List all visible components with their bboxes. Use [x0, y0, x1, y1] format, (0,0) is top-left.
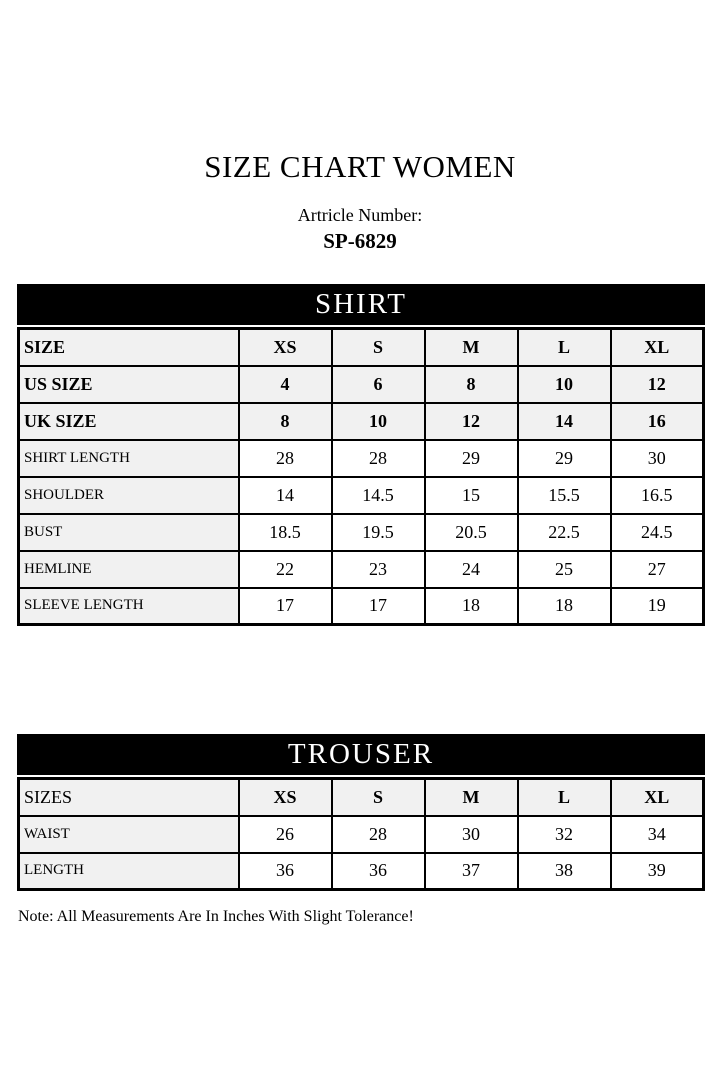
value-cell: 16	[611, 403, 704, 440]
value-cell: 24	[425, 551, 518, 588]
value-cell: 4	[239, 366, 332, 403]
value-cell: 29	[518, 440, 611, 477]
value-cell: XS	[239, 329, 332, 366]
value-cell: 30	[611, 440, 704, 477]
value-cell: 26	[239, 816, 332, 853]
row-label-cell: LENGTH	[19, 853, 239, 890]
value-cell: 28	[239, 440, 332, 477]
value-cell: 37	[425, 853, 518, 890]
measurement-note: Note: All Measurements Are In Inches With Slight Tolerance!	[18, 908, 414, 926]
trouser-size-table-section	[17, 734, 705, 891]
value-cell: 18	[425, 588, 518, 625]
row-label-cell: SHIRT LENGTH	[19, 440, 239, 477]
value-cell: 34	[611, 816, 704, 853]
value-cell: S	[332, 329, 425, 366]
value-cell: 25	[518, 551, 611, 588]
value-cell: 28	[332, 816, 425, 853]
row-label-cell: SIZES	[19, 779, 239, 816]
value-cell: 12	[611, 366, 704, 403]
row-label-cell: UK SIZE	[19, 403, 239, 440]
value-cell: XS	[239, 779, 332, 816]
trouser-size-table	[17, 777, 705, 891]
shirt-table-caption: SHIRT	[17, 284, 705, 325]
article-number-value: SP-6829	[323, 229, 397, 254]
table-row	[19, 588, 704, 625]
shirt-size-table-section	[17, 284, 705, 626]
table-row	[19, 440, 704, 477]
value-cell: M	[425, 779, 518, 816]
table-row	[19, 779, 704, 816]
value-cell: 29	[425, 440, 518, 477]
table-row	[19, 477, 704, 514]
value-cell: 22.5	[518, 514, 611, 551]
value-cell: 36	[332, 853, 425, 890]
value-cell: 16.5	[611, 477, 704, 514]
row-label-cell: BUST	[19, 514, 239, 551]
value-cell: 38	[518, 853, 611, 890]
value-cell: 12	[425, 403, 518, 440]
value-cell: 10	[518, 366, 611, 403]
table-row	[19, 816, 704, 853]
value-cell: 6	[332, 366, 425, 403]
table-row	[19, 329, 704, 366]
value-cell: 15.5	[518, 477, 611, 514]
value-cell: 24.5	[611, 514, 704, 551]
value-cell: 18	[518, 588, 611, 625]
table-row	[19, 403, 704, 440]
value-cell: 30	[425, 816, 518, 853]
table-row	[19, 551, 704, 588]
shirt-size-table	[17, 327, 705, 626]
page-title: SIZE CHART WOMEN	[204, 149, 516, 184]
article-number-label: Artricle Number:	[297, 205, 423, 226]
value-cell: 18.5	[239, 514, 332, 551]
row-label-cell: SHOULDER	[19, 477, 239, 514]
value-cell: 23	[332, 551, 425, 588]
row-label-cell: US SIZE	[19, 366, 239, 403]
page-header	[0, 0, 720, 254]
value-cell: 10	[332, 403, 425, 440]
row-label-cell: HEMLINE	[19, 551, 239, 588]
row-label-cell: SLEEVE LENGTH	[19, 588, 239, 625]
row-label-cell: WAIST	[19, 816, 239, 853]
value-cell: 27	[611, 551, 704, 588]
value-cell: XL	[611, 329, 704, 366]
value-cell: 15	[425, 477, 518, 514]
value-cell: 17	[239, 588, 332, 625]
table-row	[19, 366, 704, 403]
table-row	[19, 853, 704, 890]
value-cell: L	[518, 329, 611, 366]
trouser-table-caption: TROUSER	[17, 734, 705, 775]
row-label-cell: SIZE	[19, 329, 239, 366]
value-cell: 22	[239, 551, 332, 588]
value-cell: M	[425, 329, 518, 366]
value-cell: 20.5	[425, 514, 518, 551]
value-cell: 14	[518, 403, 611, 440]
value-cell: 14	[239, 477, 332, 514]
value-cell: 17	[332, 588, 425, 625]
value-cell: XL	[611, 779, 704, 816]
value-cell: L	[518, 779, 611, 816]
value-cell: S	[332, 779, 425, 816]
value-cell: 36	[239, 853, 332, 890]
value-cell: 19.5	[332, 514, 425, 551]
value-cell: 19	[611, 588, 704, 625]
value-cell: 8	[425, 366, 518, 403]
value-cell: 8	[239, 403, 332, 440]
table-row	[19, 514, 704, 551]
value-cell: 14.5	[332, 477, 425, 514]
value-cell: 39	[611, 853, 704, 890]
value-cell: 32	[518, 816, 611, 853]
value-cell: 28	[332, 440, 425, 477]
